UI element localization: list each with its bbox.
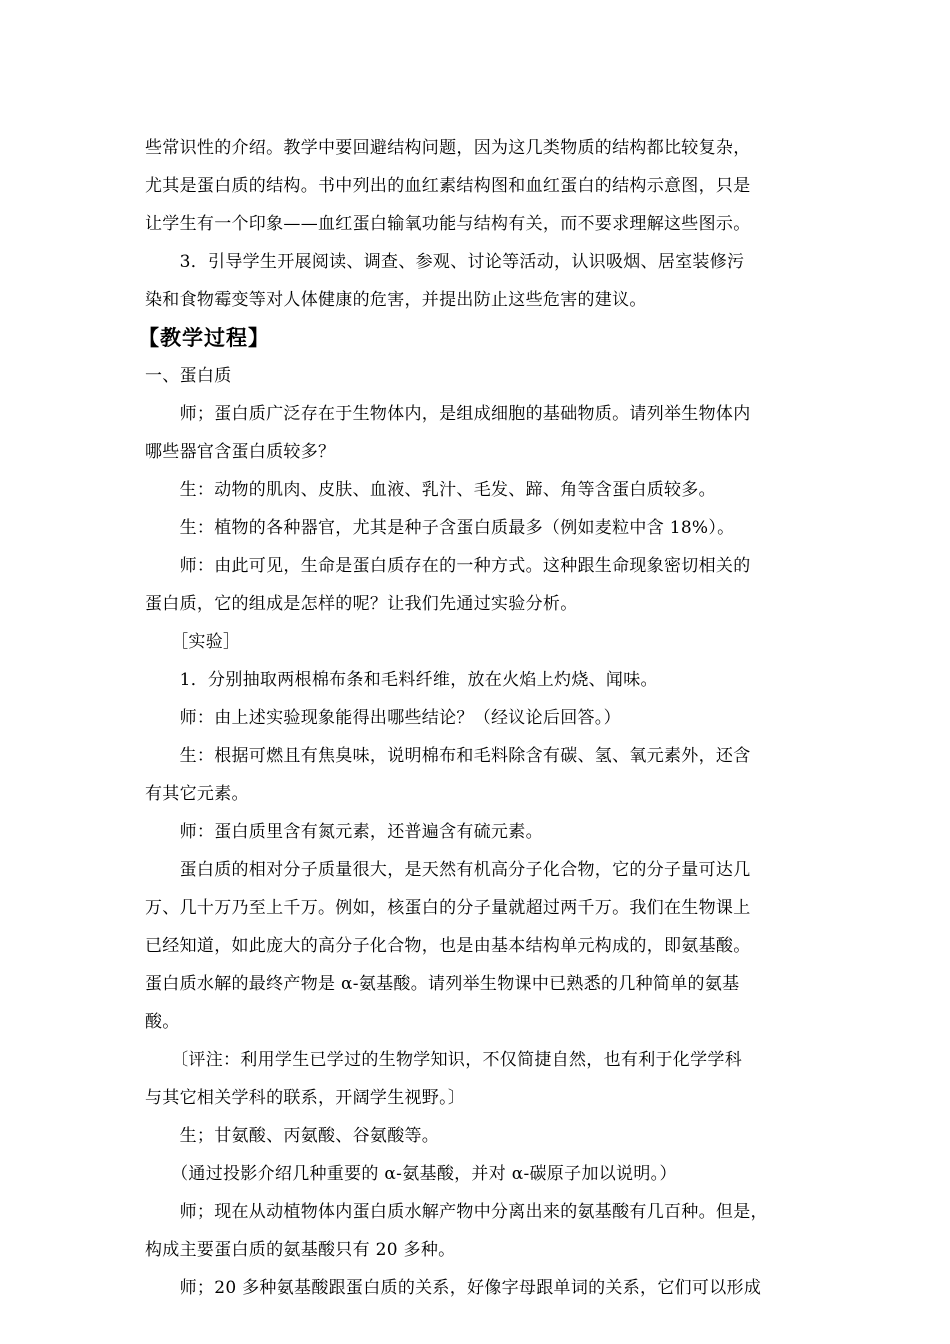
text-line: 师：蛋白质里含有氮元素，还普遍含有硫元素。 — [145, 822, 543, 842]
text-line: ［实验］ — [145, 632, 241, 652]
text-line: 师；蛋白质广泛存在于生物体内，是组成细胞的基础物质。请列举生物体内 — [145, 404, 751, 424]
section-heading: 【教学过程】 — [138, 326, 270, 350]
text-line: 尤其是蛋白质的结构。书中列出的血红素结构图和血红蛋白的结构示意图，只是 — [145, 176, 751, 196]
text-line: 生：植物的各种器官，尤其是种子含蛋白质最多（例如麦粒中含 18%）。 — [145, 518, 735, 538]
subsection-title: 一、蛋白质 — [145, 366, 232, 386]
text-line: 师：由此可见，生命是蛋白质存在的一种方式。这种跟生命现象密切相关的 — [145, 556, 751, 576]
text-line: 3．引导学生开展阅读、调查、参观、讨论等活动，认识吸烟、居室装修污 — [145, 252, 745, 272]
text-line: 哪些器官含蛋白质较多？ — [145, 442, 336, 462]
text-line: 让学生有一个印象——血红蛋白输氧功能与结构有关，而不要求理解这些图示。 — [145, 214, 751, 234]
text-line: 师；现在从动植物体内蛋白质水解产物中分离出来的氨基酸有几百种。但是， — [145, 1202, 768, 1222]
text-line: 〔评注：利用学生已学过的生物学知识，不仅简捷自然，也有利于化学学科 — [145, 1050, 742, 1070]
text-line: 与其它相关学科的联系，开阔学生视野。〕 — [145, 1088, 466, 1108]
text-line: 已经知道，如此庞大的高分子化合物，也是由基本结构单元构成的，即氨基酸。 — [145, 936, 751, 956]
text-line: 1．分别抽取两根棉布条和毛料纤维，放在火焰上灼烧、闻味。 — [145, 670, 658, 690]
text-line: 蛋白质，它的组成是怎样的呢？让我们先通过实验分析。 — [145, 594, 578, 614]
text-line: 师：由上述实验现象能得出哪些结论？（经议论后回答。） — [145, 708, 621, 728]
text-line: 构成主要蛋白质的氨基酸只有 20 多种。 — [145, 1240, 456, 1260]
text-line: 生：动物的肌肉、皮肤、血液、乳汁、毛发、蹄、角等含蛋白质较多。 — [145, 480, 716, 500]
text-line: 蛋白质水解的最终产物是 α-氨基酸。请列举生物课中已熟悉的几种简单的氨基 — [145, 974, 740, 994]
text-line: 染和食物霉变等对人体健康的危害，并提出防止这些危害的建议。 — [145, 290, 647, 310]
text-line: 蛋白质的相对分子质量很大，是天然有机高分子化合物，它的分子量可达几 — [145, 860, 751, 880]
text-line: 万、几十万乃至上千万。例如，核蛋白的分子量就超过两千万。我们在生物课上 — [145, 898, 751, 918]
text-line: 有其它元素。 — [145, 784, 249, 804]
text-line: 生：根据可燃且有焦臭味，说明棉布和毛料除含有碳、氢、氧元素外，还含 — [145, 746, 751, 766]
text-line: 师；20 多种氨基酸跟蛋白质的关系，好像字母跟单词的关系，它们可以形成 — [145, 1278, 762, 1298]
text-line: 生；甘氨酸、丙氨酸、谷氨酸等。 — [145, 1126, 440, 1146]
text-line: 酸。 — [145, 1012, 180, 1032]
text-line: 些常识性的介绍。教学中要回避结构问题，因为这几类物质的结构都比较复杂， — [145, 138, 751, 158]
text-line: （通过投影介绍几种重要的 α-氨基酸，并对 α-碳原子加以说明。） — [145, 1164, 677, 1184]
